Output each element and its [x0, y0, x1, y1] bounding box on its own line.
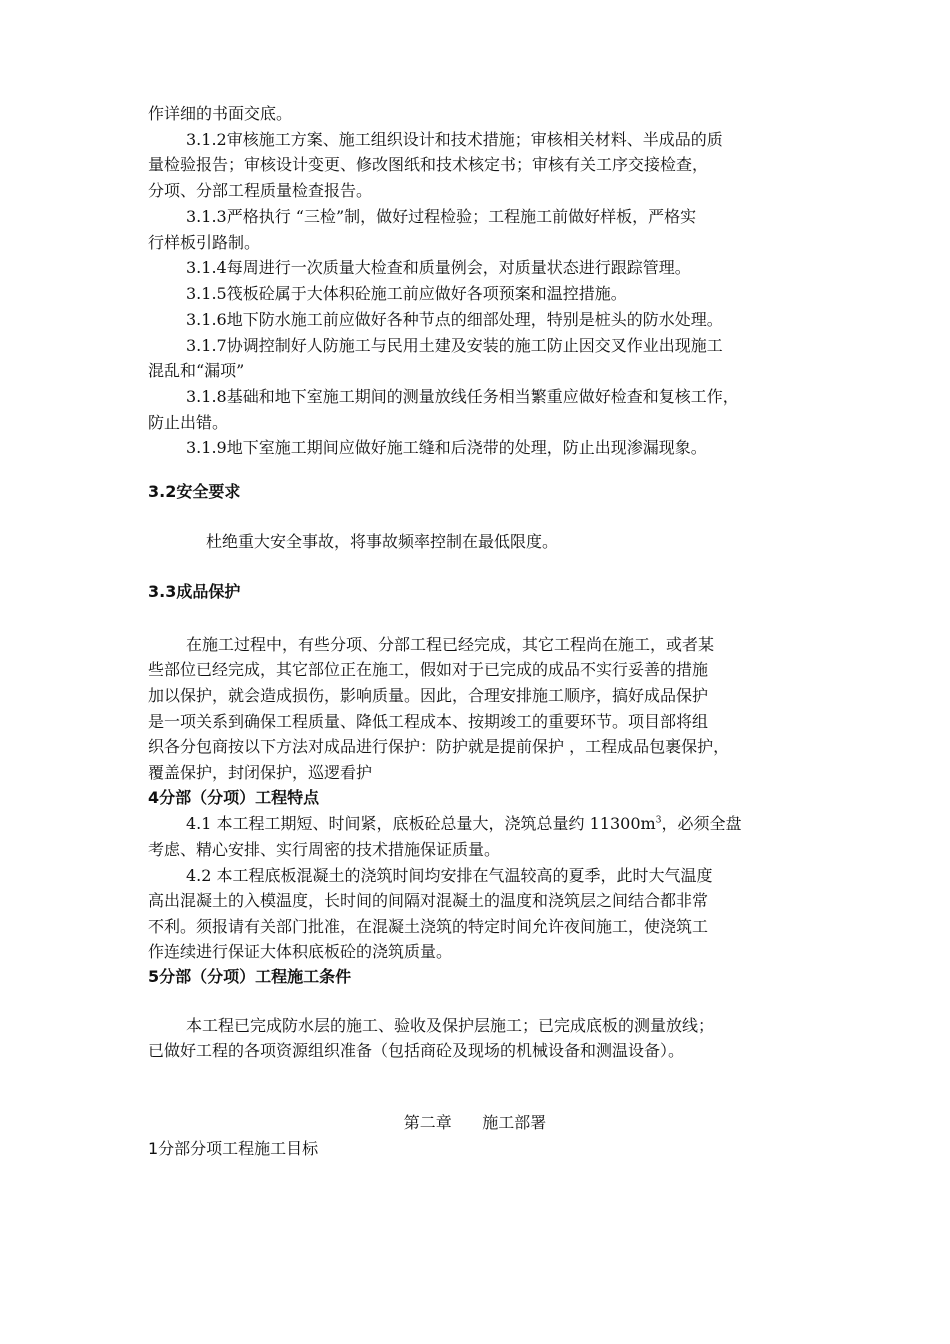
paragraph-line: 杜绝重大安全事故，将事故频率控制在最低限度。: [206, 532, 559, 551]
paragraph-line: 覆盖保护，封闭保护，巡逻看护: [148, 763, 373, 782]
paragraph-line: 3.1.9地下室施工期间应做好施工缝和后浇带的处理，防止出现渗漏现象。: [186, 438, 707, 457]
paragraph-line: 作连续进行保证大体积底板砼的浇筑质量。: [148, 942, 453, 961]
paragraph-line: 不利。须报请有关部门批准，在混凝土浇筑的特定时间允许夜间施工，使浇筑工: [148, 917, 709, 936]
paragraph-line: 加以保护，就会造成损伤，影响质量。因此，合理安排施工顺序，搞好成品保护: [148, 686, 709, 705]
paragraph-line: 3.1.7协调控制好人防施工与民用土建及安装的施工防止因交叉作业出现施工: [186, 336, 723, 355]
paragraph-line: 是一项关系到确保工程质量、降低工程成本、按期竣工的重要环节。项目部将组: [148, 712, 709, 731]
superscript: 3: [655, 815, 662, 826]
paragraph-line: 3.1.8基础和地下室施工期间的测量放线任务相当繁重应做好检查和复核工作，: [186, 387, 739, 406]
paragraph-line: 高出混凝土的入模温度，长时间的间隔对混凝土的温度和浇筑层之间结合都非常: [148, 891, 709, 910]
paragraph-line: 3.1.3严格执行 “三检”制，做好过程检验；工程施工前做好样板，严格实: [186, 207, 697, 226]
section-heading: 1分部分项工程施工目标: [148, 1139, 319, 1158]
paragraph-line: 在施工过程中，有些分项、分部工程已经完成，其它工程尚在施工，或者某: [186, 635, 715, 654]
section-heading: 3.2安全要求: [148, 482, 241, 501]
paragraph-line: 3.1.4每周进行一次质量大检查和质量例会，对质量状态进行跟踪管理。: [186, 258, 691, 277]
paragraph-line: 3.1.6地下防水施工前应做好各种节点的细部处理，特别是桩头的防水处理。: [186, 310, 723, 329]
paragraph-line: 混乱和“漏项”: [148, 361, 245, 380]
paragraph-line: 4.2 本工程底板混凝土的浇筑时间均安排在气温较高的夏季，此时大气温度: [186, 866, 713, 885]
paragraph-line: 量检验报告；审核设计变更、修改图纸和技术核定书；审核有关工序交接检查，: [148, 155, 709, 174]
paragraph-line: 3.1.5筏板砼属于大体积砼施工前应做好各项预案和温控措施。: [186, 284, 627, 303]
paragraph-line: 行样板引路制。: [148, 233, 261, 252]
paragraph-line: 已做好工程的各项资源组织准备（包括商砼及现场的机械设备和测温设备）。: [148, 1041, 685, 1060]
paragraph-line: 3.1.2审核施工方案、施工组织设计和技术措施；审核相关材料、半成品的质: [186, 130, 723, 149]
paragraph-line: 些部位已经完成，其它部位正在施工，假如对于已完成的成品不实行妥善的措施: [148, 660, 709, 679]
paragraph-line: 本工程已完成防水层的施工、验收及保护层施工；已完成底板的测量放线；: [186, 1016, 715, 1035]
section-heading: 4分部（分项）工程特点: [148, 788, 320, 807]
paragraph-line: 分项、分部工程质量检查报告。: [148, 181, 373, 200]
section-heading: 3.3成品保护: [148, 582, 241, 601]
paragraph-line: 考虑、精心安排、实行周密的技术措施保证质量。: [148, 840, 501, 859]
paragraph-line: 织各分包商按以下方法对成品进行保护：防护就是提前保护 ，工程成品包裹保护，: [148, 737, 730, 756]
paragraph-line: 防止出错。: [148, 413, 229, 432]
paragraph-line: [186, 814, 741, 834]
section-heading: 5分部（分项）工程施工条件: [148, 967, 352, 986]
text-span: ，必须全盘: [661, 814, 742, 833]
paragraph-line: 作详细的书面交底。: [148, 104, 293, 123]
text-span: 4.1 本工程工期短、时间紧，底板砼总量大，浇筑总量约 11300m: [186, 814, 656, 833]
chapter-title: 第二章 施工部署: [403, 1113, 547, 1132]
